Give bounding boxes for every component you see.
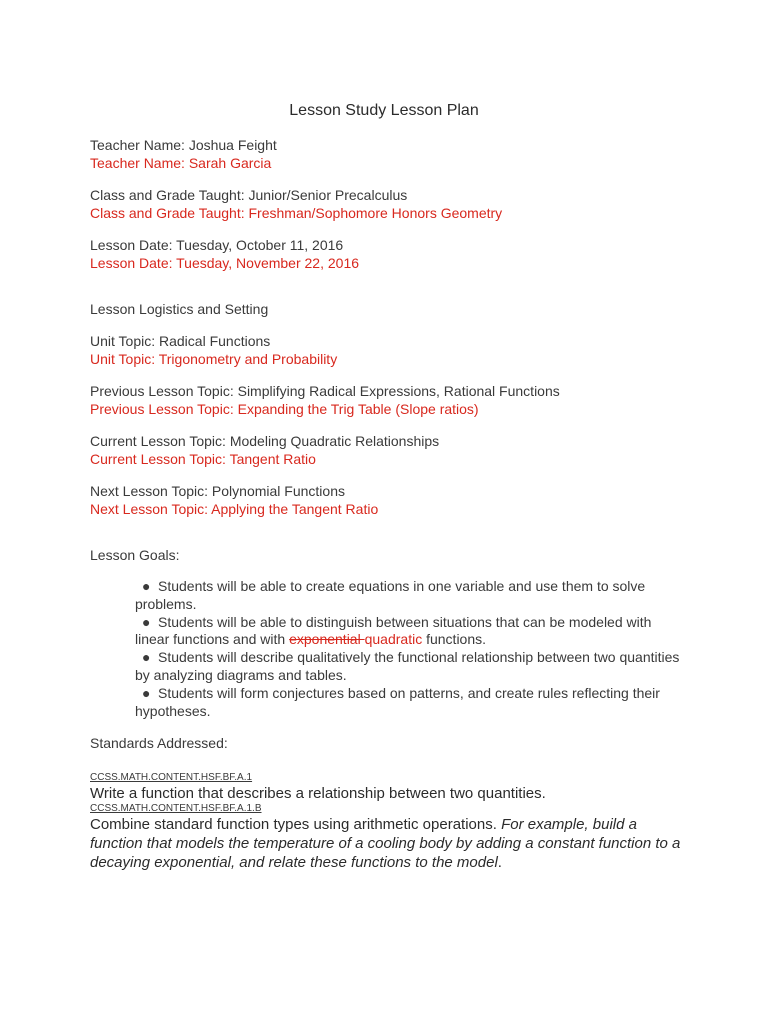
class-secondary: Class and Grade Taught: Freshman/Sophomore Honors Geometry [90, 205, 503, 221]
document-title: Lesson Study Lesson Plan [289, 102, 479, 119]
document-body [90, 136, 690, 872]
goal-item: ● Students will be able to distinguish between situations that can be modeled with linear functions and with exponential quadratic functions. [135, 613, 652, 648]
unit-secondary: Unit Topic: Trigonometry and Probability [90, 351, 338, 367]
teacher-block [90, 136, 690, 172]
previous-secondary: Previous Lesson Topic: Expanding the Trig Table (Slope ratios) [90, 401, 479, 417]
standard-text-end: . [497, 854, 502, 872]
current-primary: Current Lesson Topic: Modeling Quadratic Relationships [90, 433, 440, 449]
logistics-heading-block [90, 300, 690, 318]
date-secondary: Lesson Date: Tuesday, November 22, 2016 [90, 255, 360, 271]
goal-text: Students will be able to distinguish between situations that can be modeled with linear functions and with [135, 613, 652, 648]
standard-text-plain: Combine standard function types using arithmetic operations. [90, 816, 502, 834]
current-secondary: Current Lesson Topic: Tangent Ratio [90, 451, 316, 467]
standard-2 [90, 803, 690, 872]
next-block [90, 482, 690, 518]
goals-list [135, 578, 680, 720]
teacher-name-primary: Teacher Name: Joshua Feight [90, 137, 277, 153]
date-primary: Lesson Date: Tuesday, October 11, 2016 [90, 237, 344, 253]
date-block [90, 236, 690, 272]
standard-text-example: For example, build a function that models the temperature of a cooling body by adding a constant function to a decaying exponential, and relate these functions to the model [90, 816, 681, 872]
goal-text-end: functions. [422, 631, 487, 648]
standard-text [90, 815, 690, 872]
goal-text: Students will form conjectures based on patterns, and create rules reflecting their hypotheses. [135, 684, 660, 719]
standard-1 [90, 772, 690, 803]
standards-heading-block [90, 734, 690, 752]
unit-block [90, 332, 690, 368]
class-block [90, 186, 690, 222]
unit-primary: Unit Topic: Radical Functions [90, 333, 271, 349]
next-secondary: Next Lesson Topic: Applying the Tangent Ratio [90, 501, 379, 517]
struck-word: exponential [289, 631, 365, 648]
goal-item: ● Students will form conjectures based on patterns, and create rules reflecting their hypotheses. [135, 684, 660, 719]
inserted-word: quadratic [364, 631, 423, 648]
standard-text: Write a function that describes a relationship between two quantities. [90, 785, 546, 803]
teacher-name-secondary: Teacher Name: Sarah Garcia [90, 155, 272, 171]
previous-block [90, 382, 690, 418]
current-block [90, 432, 690, 468]
goal-text: Students will be able to create equations in one variable and use them to solve problems. [135, 578, 646, 612]
next-primary: Next Lesson Topic: Polynomial Functions [90, 483, 345, 499]
goal-text: Students will describe qualitatively the functional relationship between two quantities by analyzing diagrams and tables. [135, 649, 680, 683]
previous-primary: Previous Lesson Topic: Simplifying Radical Expressions, Rational Functions [90, 383, 560, 399]
logistics-heading: Lesson Logistics and Setting [90, 301, 269, 317]
standard-code-link[interactable]: CCSS.MATH.CONTENT.HSF.BF.A.1 [90, 772, 253, 784]
goal-item: ● Students will describe qualitatively the functional relationship between two quantities by analyzing diagrams and tables. [135, 649, 680, 683]
class-primary: Class and Grade Taught: Junior/Senior Precalculus [90, 187, 408, 203]
goal-item: ● Students will be able to create equations in one variable and use them to solve problems. [135, 578, 646, 612]
standards-heading: Standards Addressed: [90, 735, 228, 752]
goals-heading: Lesson Goals: [90, 547, 180, 563]
standard-code-link[interactable]: CCSS.MATH.CONTENT.HSF.BF.A.1.B [90, 803, 262, 815]
goals-heading-block [90, 546, 690, 564]
